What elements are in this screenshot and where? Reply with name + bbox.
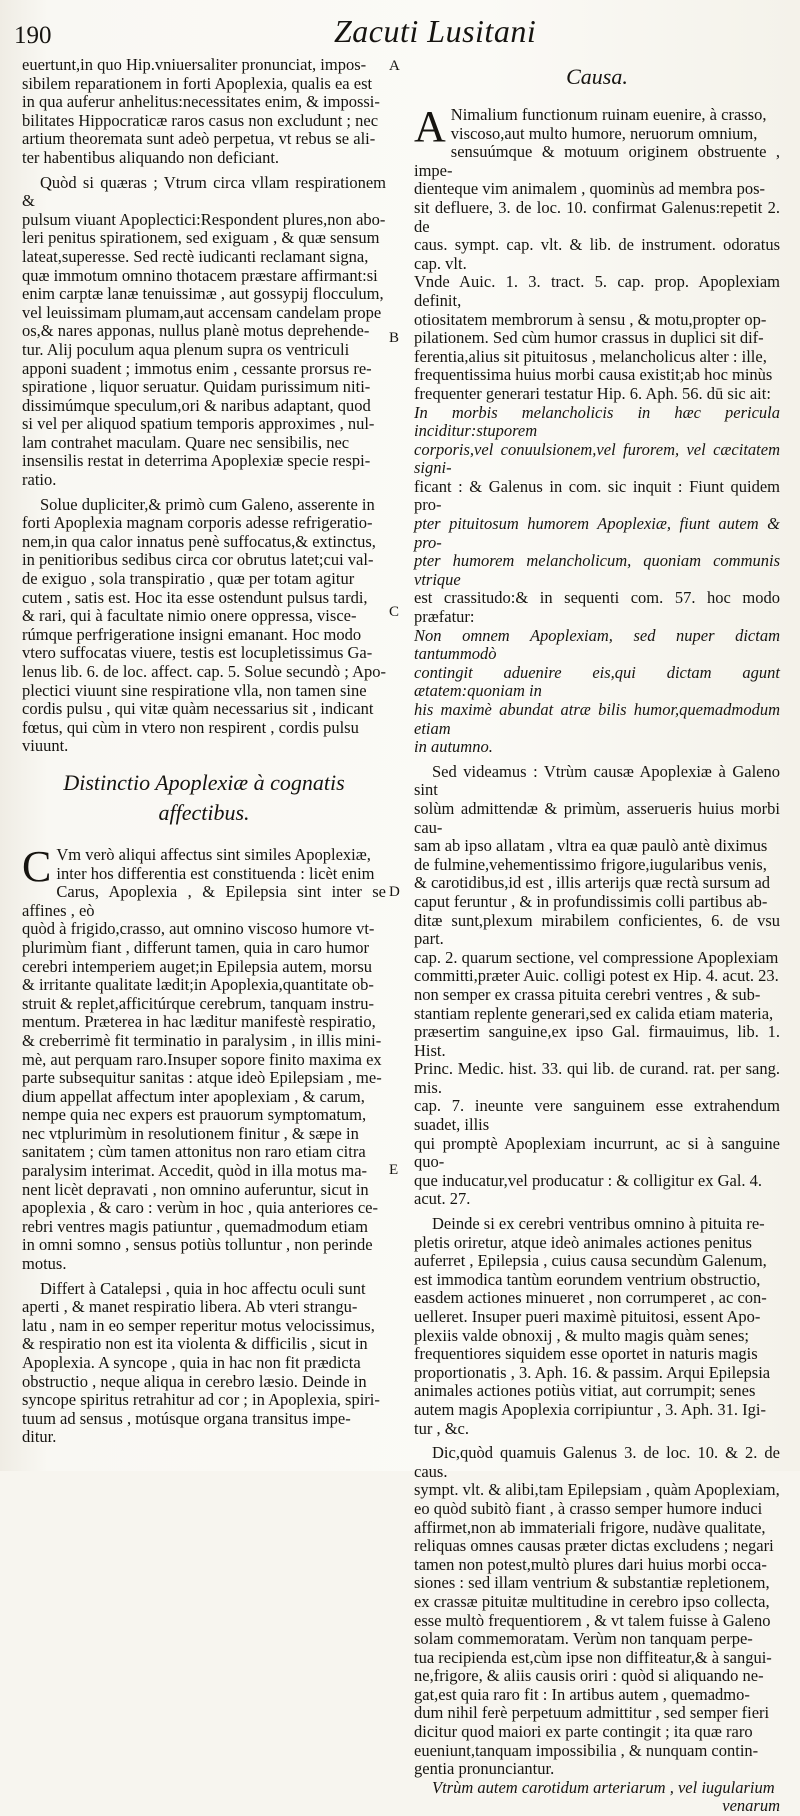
right-column (414, 56, 780, 1816)
section-title-line: affectibus. (158, 799, 250, 825)
text-line: plectici viuunt sine respiratione vlla, non tamen sine (22, 680, 367, 700)
paragraph-intro (22, 56, 386, 168)
text-line: frequentiores siquidem esse oportet in naturis magis (414, 1344, 758, 1364)
text-line: sympt. vlt. & alibi,tam Epilepsiam , quàm Apoplexiam, (414, 1480, 780, 1500)
text-line: ferentia,alius sit pituitosus , melancholicus alter : ille, (414, 346, 767, 366)
paragraph-deinde (414, 1215, 780, 1438)
text-line: Quòd si quæras ; Vtrum circa vllam respirationem & (22, 172, 386, 211)
text-line: gat,est quia raro fit : In artibus autem , quemadmo- (414, 1684, 750, 1704)
text-line: est immodica tantùm eorundem ventrium obstructio, (414, 1269, 761, 1289)
text-line: easdem actiones minueret , non corrumperet , ac con- (414, 1288, 767, 1308)
text-line: in penitioribus sedibus circa cor obrutus latet;cui val- (22, 550, 374, 570)
text-line: apoplexia , & caro : verùm in hoc , quia anteriores ce- (22, 1198, 378, 1218)
text-line: cordis pulsu , qui vitæ quàm necessarius sit , indicant (22, 699, 374, 719)
text-line: apponi suadent ; immotus enim , cessante prorsus re- (22, 358, 372, 378)
text-line: cap. 2. quarum sectione, vel compressione Apoplexiam (414, 947, 779, 967)
left-column (22, 56, 386, 1447)
margin-letter-b: B (389, 330, 400, 346)
text-line: eueniunt,tanquam impossibilia , & nunquam contin- (414, 1740, 759, 1760)
text-line: de fulmine,vehementissimo frigore,iugularibus venis, (414, 854, 767, 874)
running-head: Zacuti Lusitani (334, 13, 537, 49)
text-line: vtero suffocatas viuere, testis est locupletissimus Ga- (22, 643, 373, 663)
text-line: eo quòd subitò fiant , à crasso semper humore induci (414, 1498, 763, 1518)
text-line: præsertim sanguine,ex ipso Gal. firmauimus, lib. 1. Hist. (414, 1022, 780, 1060)
paragraph-respiration-question (22, 174, 386, 490)
text-line: gentia pronunciantur. (414, 1759, 555, 1779)
text-line: stantiam replente generari,sed ex calida etiam materia, (414, 1003, 774, 1023)
text-line: ne,frigore, & aliis causis oriri : quòd si aliquando ne- (414, 1666, 764, 1686)
text-line: acut. 27. (414, 1189, 471, 1209)
paragraph-dic (414, 1444, 780, 1779)
paragraph-catalepsis (22, 1280, 386, 1447)
quote-line: pter humorem melancholicum, quoniam communis vtrique (414, 551, 780, 589)
show-through-text (562, 8, 792, 48)
catchword: venarum (722, 1796, 780, 1816)
quote-line: in autumno. (414, 737, 493, 757)
paragraph-causa (414, 102, 780, 757)
text-line: si vel per aliquod spatium temporis approximes , nul- (22, 414, 375, 434)
text-line: caus. sympt. cap. vlt. & lib. de instrument. odoratus cap. vlt. (414, 235, 780, 273)
text-line: Dic,quòd quamuis Galenus 3. de loc. 10. & 2. de caus. (414, 1443, 780, 1481)
text-line: esse multò frequentiorem , & vt talem fuisse à Galeno (414, 1610, 771, 1630)
text-line: dienteque vim animalem , quominùs ad membra pos- (414, 179, 766, 199)
text-line: paralysim interimat. Accedit, quòd in illa motus ma- (22, 1161, 368, 1181)
margin-letter-a: A (389, 58, 400, 74)
paragraph-vtrum (414, 1779, 780, 1816)
section-title-line: Distinctio Apoplexiæ à cognatis (63, 769, 345, 795)
quote-line: In morbis melancholicis in hæc pericula inciditur:stuporem (414, 402, 780, 441)
text-line: mentum. Præterea in hac læditur manifestè respiratio, (22, 1012, 376, 1032)
text-line: nem,in qua calor innatus penè suffocatus,& extinctus, (22, 531, 376, 551)
text-line: insensilis restat in deterrima Apoplexiæ specie respi- (22, 451, 371, 471)
text-line: nec vtplurimùm in resolutionem finitur , & sæpe in (22, 1123, 359, 1143)
text-line: forti Apoplexia magnam corporis adesse refrigeratio- (22, 513, 373, 533)
text-line: qui promptè Apoplexiam incurrunt, ac si à sanguine quo- (414, 1133, 780, 1172)
text-line: tur , &c. (414, 1418, 469, 1438)
text-line: ditæ sunt,plexum mirabilem conficientes, 6. de vsu part. (414, 910, 780, 949)
quote-line: pter pituitosum humorem Apoplexiæ, fiunt autem & pro- (414, 514, 780, 552)
paragraph-sed-videamus (414, 763, 780, 1209)
text-line: latu , nam in eo semper reperitur motus velocissimus, (22, 1315, 375, 1335)
text-line: os,& nares apponas, nullus planè motus deprehende- (22, 321, 370, 341)
text-line: Solue dupliciter,& primò cum Galeno, asserente in (40, 494, 375, 514)
text-line: tur. Alij poculum aqua plenum supra os ventriculi (22, 339, 350, 359)
text-line: plexiis valde obnoxij , & multo magis quàm senes; (414, 1325, 750, 1345)
text-line: aperti , & manet respiratio libera. Ab vteri strangu- (22, 1297, 358, 1317)
text-line: uelleret. Insuper pueri maximè pituitosi, essent Apo- (414, 1307, 761, 1326)
paragraph-solution (22, 496, 386, 756)
text-line: est crassitudo:& in sequenti com. 57. hoc modo præfatur: (414, 588, 780, 627)
text-line: ter habentibus aliquando non deficiant. (22, 147, 280, 167)
quote-line: contingit aduenire eis,qui dictam agunt ætatem:quoniam in (414, 662, 780, 701)
text-line: leri penitus spirationem, sed exiguam , & quæ sensum (22, 228, 380, 248)
text-line: & rari, qui à facultate nimio onere oppressa, visce- (22, 606, 357, 626)
text-line: dum nihil ferè perpetuum admittitur , sed semper fieri (414, 1703, 770, 1723)
text-line: ratio. (22, 470, 57, 490)
text-line: solam commemoratam. Verùm non tanquam perpe- (414, 1629, 753, 1649)
text-line: Nimalium functionum ruinam euenire, à crasso, (450, 105, 767, 124)
text-line: sibilem reparationem in forti Apoplexia, qualis ea est (22, 73, 373, 93)
section-title-distinction (22, 768, 386, 828)
text-line: pletis oriretur, atque ideò animales actiones penitus (414, 1232, 752, 1252)
text-line: animales actiones potiùs vitiat, aut corrumpit; senes (414, 1381, 756, 1401)
text-line: Sed videamus : Vtrùm causæ Apoplexiæ à Galeno sint (414, 761, 780, 800)
text-line: motus. (22, 1254, 67, 1274)
text-line: non semper ex crassa pituita cerebri ventres , & sub- (414, 984, 761, 1004)
text-line: pilationem. Sed cùm humor crassus in duplici sit dif- (414, 328, 764, 348)
drop-cap: C (22, 841, 52, 891)
text-line: sensuúmque & motuum originem obstruente , impe- (414, 142, 780, 180)
text-line: frequentissima huius morbi causa existit;ab hoc minùs (414, 365, 773, 385)
text-line: enim carptæ lanæ tenuissimæ , aut gossypij flocculum, (22, 284, 384, 304)
text-line: inter hos differentia est constituenda : licèt enim (56, 863, 375, 883)
text-line: rebri ventres magis patiuntur , quemadmodum etiam (22, 1216, 368, 1236)
text-line: auferret , Epilepsia , cuius causa secundùm Galenum, (414, 1251, 767, 1271)
quote-line: his maximè abundat atræ bilis humor,quemadmodum etiam (414, 700, 780, 738)
text-line: ex crassæ pituitæ multitudine in cerebro ipso collecta, (414, 1591, 770, 1611)
text-line: Carus, Apoplexia , & Epilepsia sint inter se affines , eò (22, 882, 386, 920)
text-line: & carotidibus,id est , illis arterijs quæ rectà sursum ad (414, 873, 771, 893)
paragraph-distinction (22, 841, 386, 1274)
text-line: bilitates Hippocraticæ raros casus non excludunt ; nec (22, 110, 379, 130)
text-line: in omni somno , sensus potiùs tolluntur , non perinde (22, 1235, 373, 1255)
text-line: & creberrimè fit terminatio in paralysim , in illis mini- (22, 1030, 382, 1050)
text-line: Vm verò aliqui affectus sint similes Apoplexiæ, (56, 844, 371, 864)
text-line: in qua auferur anhelitus:necessitates enim, & impossi- (22, 92, 380, 112)
text-line: euertunt,in quo Hip.vniuersaliter pronunciat, impos- (22, 55, 367, 74)
text-line: affirmet,non ab immateriali frigore, nudàve qualitate, (414, 1517, 766, 1537)
text-line: artium theoremata sunt adeò perpetua, vt rebus se ali- (22, 129, 376, 149)
text-line: ficant : & Galenus in com. sic inquit : Fiunt quidem pro- (414, 476, 780, 515)
text-line: dium appellat affectum inter apoplexiam , & carum, (22, 1086, 365, 1106)
text-line: struit & replet,afficitúrque cerebrum, tanquam instru- (22, 993, 375, 1013)
text-line: viscoso,aut multo humore, neruorum omnium, (450, 123, 758, 143)
text-line: viuunt. (22, 736, 69, 756)
text-line: fœtus, qui cùm in vtero non respirent , cordis pulsu (22, 717, 359, 737)
text-line: lenus lib. 6. de loc. affect. cap. 5. Solue secundò ; Apo- (22, 662, 386, 681)
text-line: tuum ad sensus , motúsque organa transitus impe- (22, 1408, 351, 1428)
text-line: quæ immotum omnino thotacem præstare affirmant:si (22, 265, 378, 285)
text-line: reliquas omnes causas præter dictas excludens ; negari (414, 1536, 774, 1556)
text-line: cutem , satis est. Hoc ita esse ostendunt pulsus tardi, (22, 587, 368, 607)
drop-cap: A (414, 102, 446, 151)
text-line: Vtrùm autem carotidum arteriarum , vel iugularium (432, 1777, 775, 1797)
text-line: otiositatem membrorum à sensu , & motu,propter op- (414, 309, 767, 329)
text-line: Vnde Auic. 1. 3. tract. 5. cap. prop. Apoplexiam definit, (414, 272, 780, 310)
page-number: 190 (14, 22, 52, 49)
text-line: mè, aut perquam raro.Insuper sopore finito maxima ex (22, 1049, 382, 1069)
section-title-causa: Causa. (566, 64, 628, 89)
text-line: proportionatis , 3. Aph. 16. & passim. Arqui Epilepsia (414, 1362, 771, 1382)
text-line: syncope spiritus retrahitur ad cor ; in Apoplexia, spiri- (22, 1390, 380, 1410)
text-line: quòd à frigido,crasso, aut omnino viscoso humore vt- (22, 919, 375, 939)
text-line: caput feruntur , & in profundissimis colli partibus ab- (414, 891, 768, 911)
text-line: dissimúmque speculum,ori & naribus adaptant, quod (22, 395, 371, 415)
margin-letter-e: E (389, 1162, 399, 1178)
text-line: parte subsequitur sanitas : atque ideò Epilepsiam , me- (22, 1068, 382, 1088)
text-line: que inducatur,vel producatur : & colligitur ex Gal. 4. (414, 1170, 763, 1190)
text-line: & irritante qualitate lædit;in Apoplexia,quantitate ob- (22, 975, 374, 995)
text-line: spiratione , liquor seruatur. Quidam purissimum niti- (22, 377, 371, 397)
text-line: obstructio , neque aliqua in cerebro læsio. Deinde in (22, 1371, 367, 1391)
text-line: tua recipienda est,cùm ipse non diffiteatur,& à sangui- (414, 1647, 772, 1667)
text-line: frequenter generari testatur Hip. 6. Aph. 56. dū sic ait: (414, 383, 771, 403)
text-line: nent licèt depravati , non omnino auferuntur, sicut in (22, 1179, 369, 1199)
text-line: plurimùm fiant , differunt tamen, quia in caro humor (22, 937, 370, 957)
text-line: vel leuissimam plumam,aut accensam candelam prope (22, 302, 382, 322)
text-line: sam ab ipso allatam , vltra ea quæ paulò antè diximus (414, 836, 768, 856)
margin-letter-d: D (389, 884, 400, 900)
text-line: autem magis Apoplexia corripiuntur , 3. Aph. 31. Igi- (414, 1399, 766, 1419)
text-line: & respiratio non est ita violenta & difficilis , sicut in (22, 1334, 368, 1354)
text-line: cap. 7. ineunte vere sanguinem esse extrahendum suadet, illis (414, 1096, 780, 1135)
text-line: siones : sed illam ventrium & substantiæ repletionem, (414, 1573, 770, 1593)
text-line: solùm admittendæ & primùm, asserueris huius morbi cau- (414, 798, 780, 837)
text-line: de exiguo , sola transpiratio , quæ per totam agitur (22, 569, 355, 589)
text-line: cerebri intemperiem auget;in Epilepsia autem, morsu (22, 956, 373, 976)
margin-letter-c: C (389, 604, 400, 620)
text-line: nempe quia nec expers est prauorum symptomatum, (22, 1105, 367, 1125)
text-line: ditur. (22, 1427, 57, 1447)
text-line: Apoplexia. A syncope , quia in hac non fit prædicta (22, 1353, 361, 1372)
text-line: sit defluere, 3. de loc. 10. confirmat Galenus:repetit 2. de (414, 197, 780, 236)
quote-line: Non omnem Apoplexiam, sed nuper dictam tantummodò (414, 625, 780, 664)
text-line: lam contrahet maculam. Quare nec sensibilis, nec (22, 432, 350, 452)
text-line: lateat,superesse. Sed rectè iudicanti reclamant signa, (22, 246, 369, 266)
text-line: pulsum viuant Apoplectici:Respondent plures,non abo- (22, 209, 386, 229)
text-line: dicitur quod maiori ex parte contingit ; ita quæ raro (414, 1722, 753, 1742)
text-line: Princ. Medic. hist. 33. qui lib. de curand. rat. per sang. mis. (414, 1059, 780, 1097)
text-line: Differt à Catalepsi , quia in hoc affectu oculi sunt (40, 1278, 366, 1298)
text-line: committi,præter Auic. colligi potest ex Hip. 4. acut. 23. (414, 966, 779, 986)
text-line: tamen non potest,multò plures dari huius morbi occa- (414, 1554, 767, 1574)
text-line: Deinde si ex cerebri ventribus omnino à pituita re- (432, 1214, 765, 1234)
quote-line: corporis,vel conuulsionem,vel furorem, vel cæcitatem signi- (414, 439, 780, 478)
text-line: rúmque perfrigeratione insigni emanant. Hoc modo (22, 624, 362, 644)
text-line: sanitatem ; cùm tamen attonitus non raro etiam citra (22, 1142, 366, 1162)
